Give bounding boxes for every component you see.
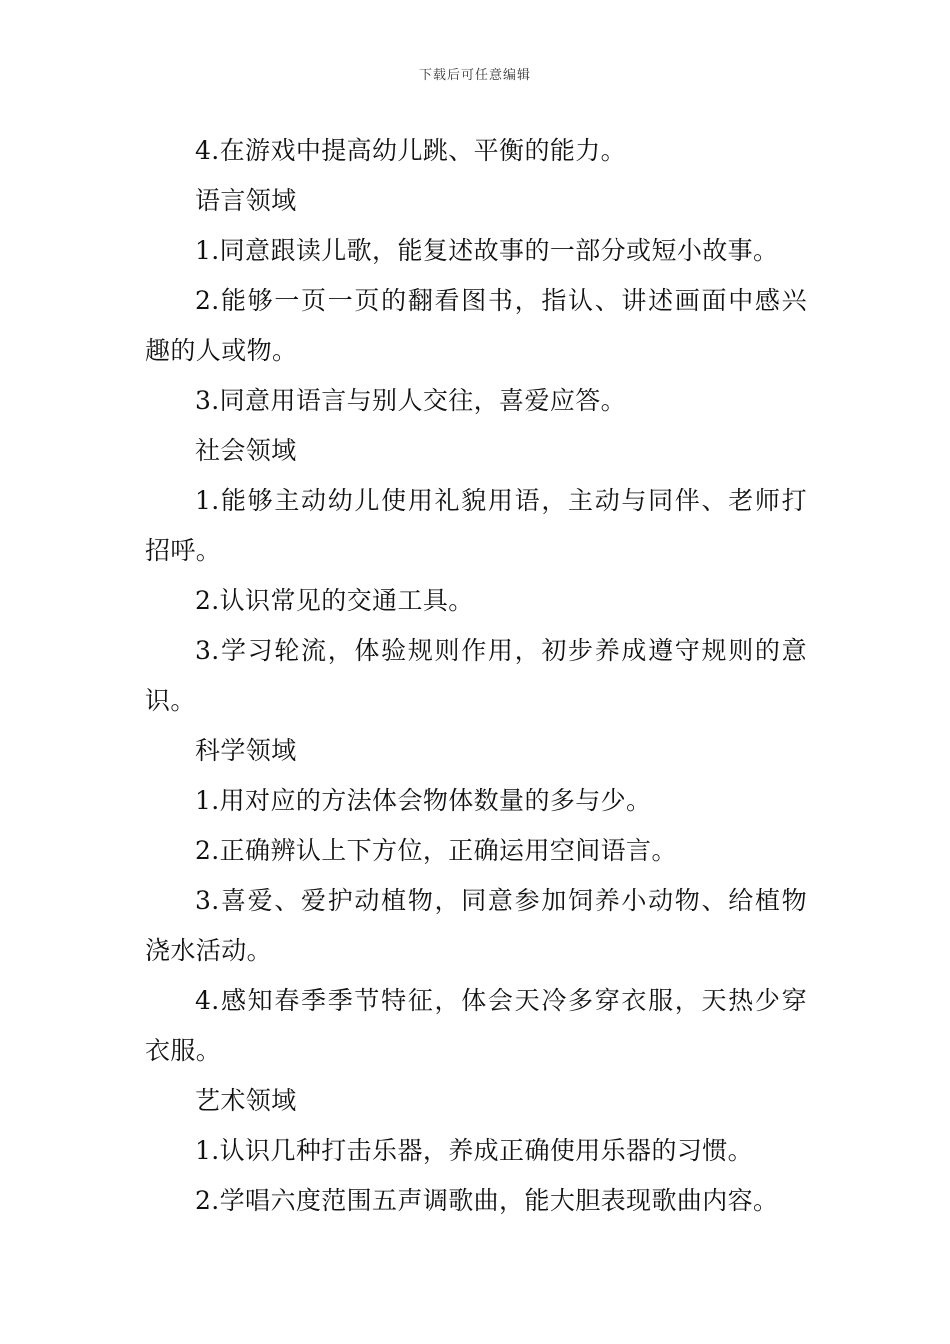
- text-line: 衣服。: [145, 1036, 222, 1065]
- text-line: 1.能够主动幼儿使用礼貌用语，主动与同伴、老师打: [195, 486, 807, 515]
- text-line: 3.喜爱、爱护动植物，同意参加饲养小动物、给植物: [195, 886, 807, 915]
- text-line: 1.用对应的方法体会物体数量的多与少。: [195, 786, 652, 815]
- text-line: 趣的人或物。: [145, 336, 298, 365]
- text-line: 招呼。: [145, 536, 222, 565]
- text-line: 4.感知春季季节特征，体会天冷多穿衣服，天热少穿: [195, 986, 807, 1015]
- section-heading-language: 语言领域: [195, 186, 297, 215]
- section-heading-art: 艺术领域: [195, 1086, 297, 1115]
- text-line: 2.认识常见的交通工具。: [195, 586, 474, 615]
- text-line: 2.正确辨认上下方位，正确运用空间语言。: [195, 836, 677, 865]
- text-line: 3.学习轮流，体验规则作用，初步养成遵守规则的意: [195, 636, 807, 665]
- text-line: 1.认识几种打击乐器，养成正确使用乐器的习惯。: [195, 1136, 754, 1165]
- document-body: [145, 126, 807, 1226]
- text-line: 4.在游戏中提高幼儿跳、平衡的能力。: [195, 136, 627, 165]
- text-line: 1.同意跟读儿歌，能复述故事的一部分或短小故事。: [195, 236, 779, 265]
- section-heading-science: 科学领域: [195, 736, 297, 765]
- page-header: 下载后可任意编辑: [418, 68, 531, 83]
- text-line: 识。: [145, 686, 196, 715]
- section-heading-social: 社会领域: [195, 436, 297, 465]
- text-line: 浇水活动。: [145, 936, 273, 965]
- text-line: 2.学唱六度范围五声调歌曲，能大胆表现歌曲内容。: [195, 1186, 779, 1215]
- text-line: 2.能够一页一页的翻看图书，指认、讲述画面中感兴: [195, 286, 807, 315]
- text-line: 3.同意用语言与别人交往，喜爱应答。: [195, 386, 627, 415]
